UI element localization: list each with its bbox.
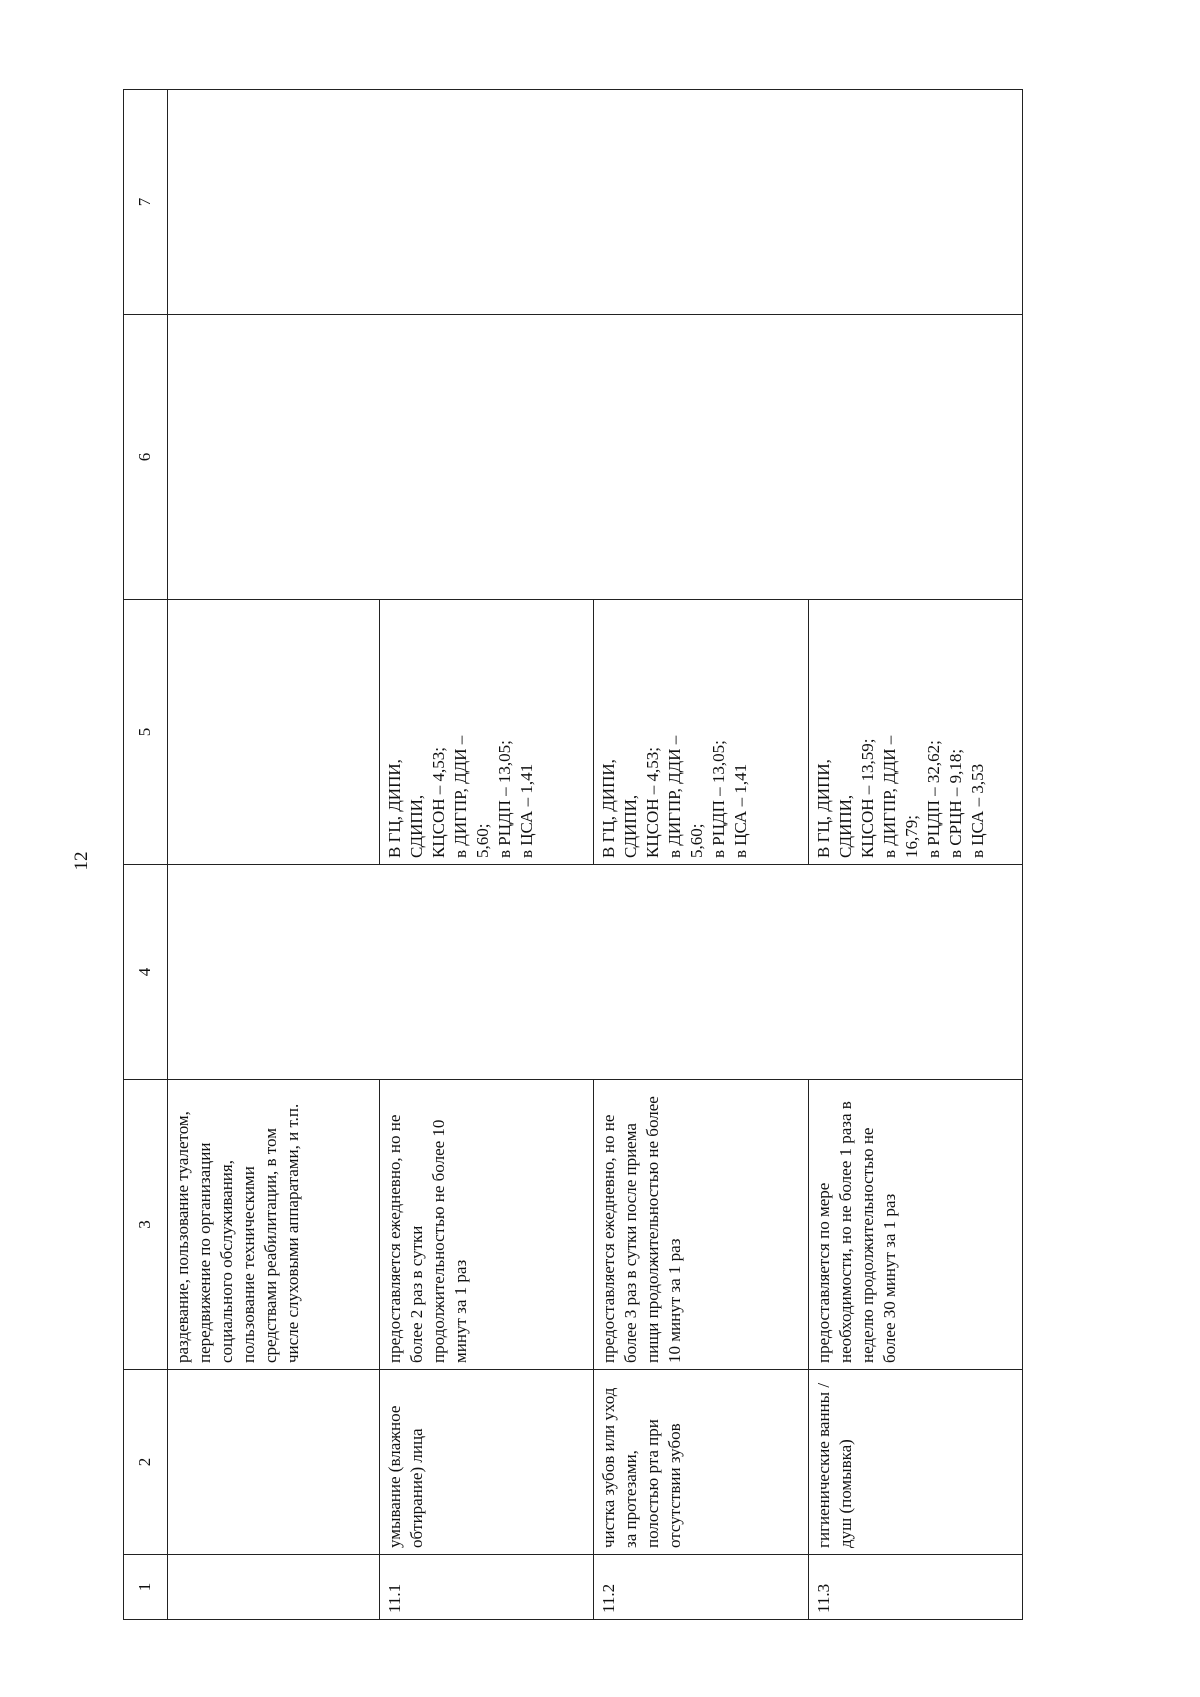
rate-line: В ГЦ, ДИПИ, (813, 759, 833, 858)
rate-line: в ДИГПР, ДДИ – (451, 735, 471, 858)
header-cell-5: 5 (124, 600, 168, 865)
service-rate (594, 600, 808, 865)
page-number: 12 (71, 851, 92, 871)
services-table (123, 89, 1023, 1620)
rate-line: 16,79; (901, 815, 921, 858)
header-cell-6: 6 (124, 315, 168, 600)
header-cell-4: 4 (124, 865, 168, 1080)
rate-line: 5,60; (473, 823, 493, 858)
rate-line: в РЦДП – 13,05; (495, 740, 515, 858)
rate-line: КЦСОН – 13,59; (857, 738, 877, 858)
service-name: умывание (влажное обтирание) лица (380, 1370, 594, 1555)
row-number: 11.1 (380, 1555, 594, 1620)
service-name: чистка зубов или уход за протезами, полостью рта при отсутствии зубов (594, 1370, 808, 1555)
rate-line: в ДИГПР, ДДИ – (879, 735, 899, 858)
service-condition: предоставляется ежедневно, но не более 3 раз в сутки после приема пищи продолжительностью не более 10 минут за 1 раз (594, 1080, 808, 1370)
rate-line: В ГЦ, ДИПИ, (599, 759, 619, 858)
rate-line: СДИПИ, (621, 794, 641, 858)
service-condition: предоставляется ежедневно, но не более 2 раз в сутки продолжительностью не более 10 минут за 1 раз (380, 1080, 594, 1370)
rate-line: 5,60; (687, 823, 707, 858)
service-condition: предоставляется по мере необходимости, но не более 1 раза в неделю продолжительностью не более 30 минут за 1 раз (808, 1080, 1022, 1370)
continuation-row (167, 90, 379, 1620)
rate-line: КЦСОН – 4,53; (643, 747, 663, 858)
service-rate (808, 600, 1022, 865)
col7-cell (167, 90, 1022, 315)
rate-line: в РЦДП – 32,62; (923, 740, 943, 858)
header-cell-7: 7 (124, 90, 168, 315)
rate-line: СДИПИ, (835, 794, 855, 858)
header-cell-2: 2 (124, 1370, 168, 1555)
rate-line: в ДИГПР, ДДИ – (665, 735, 685, 858)
service-name: гигиенические ванны / душ (помывка) (808, 1370, 1022, 1555)
rate-line: в СРЦН – 9,18; (945, 748, 965, 858)
service-rate (380, 600, 594, 865)
rate-line: В ГЦ, ДИПИ, (385, 759, 405, 858)
col6-cell (167, 315, 1022, 600)
rate-line: КЦСОН – 4,53; (429, 747, 449, 858)
rate-line: в ЦСА – 1,41 (517, 763, 537, 858)
continuation-num-cell (167, 1555, 379, 1620)
rate-line: в ЦСА – 3,53 (967, 763, 987, 858)
continuation-name-cell (167, 1370, 379, 1555)
rate-line: в РЦДП – 13,05; (709, 740, 729, 858)
continuation-rate-cell (167, 600, 379, 865)
header-cell-3: 3 (124, 1080, 168, 1370)
row-number: 11.3 (808, 1555, 1022, 1620)
col4-cell (167, 865, 1022, 1080)
rate-line: в ЦСА – 1,41 (731, 763, 751, 858)
header-row (124, 90, 168, 1620)
rate-line: СДИПИ, (407, 794, 427, 858)
row-number: 11.2 (594, 1555, 808, 1620)
rotated-table-container (123, 90, 1023, 1620)
header-cell-1: 1 (124, 1555, 168, 1620)
continuation-condition-cell: раздевание, пользование туалетом, передвижение по организации социального обслуживания, пользование техническими средствами реабилитации, в том числе слуховыми аппаратами, и т.п. (167, 1080, 379, 1370)
